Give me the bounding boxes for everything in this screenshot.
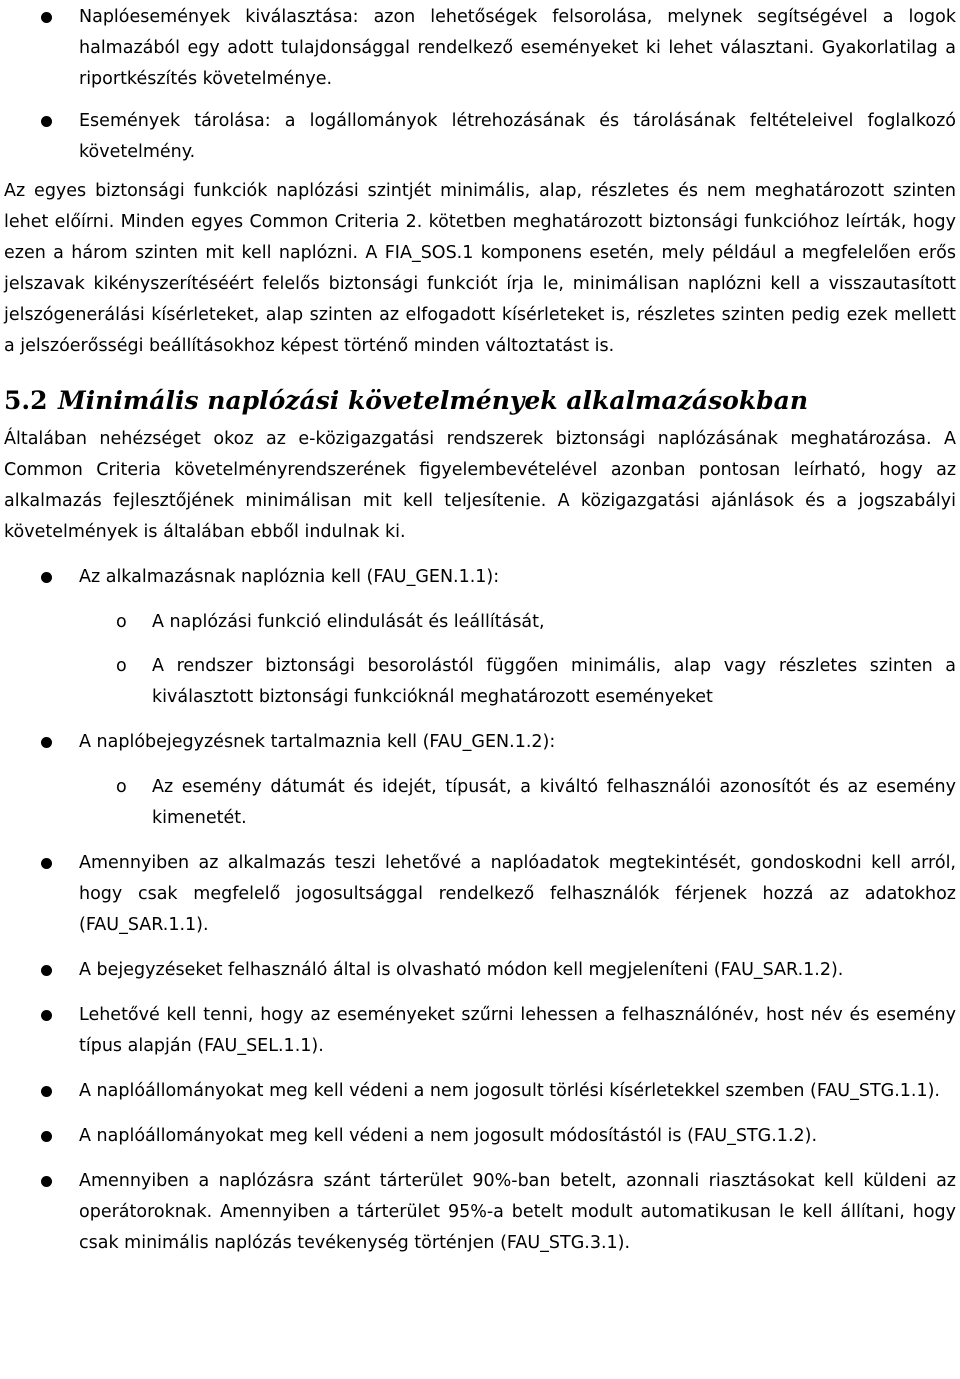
sub-item-text: A naplózási funkció elindulását és leállítását, — [152, 612, 545, 632]
bullet-text: Események tárolása: a logállományok létrehozásának és tárolásának feltételeivel foglalkozó követelmény. — [79, 111, 956, 162]
sub-list — [4, 772, 956, 834]
list-item — [4, 955, 956, 986]
bullet-icon — [41, 1086, 52, 1097]
list-item — [4, 727, 956, 758]
sub-item-text: Az esemény dátumát és idejét, típusát, a kiváltó felhasználói azonosítót és az esemény kimenetét. — [152, 777, 956, 828]
bullet-text: Amennyiben az alkalmazás teszi lehetővé a naplóadatok megtekintését, gondoskodni kell arról, hogy csak megfelelő jogosultsággal rendelkező felhasználók férjenek hozzá az adatokhoz (FAU_SAR.1.1). — [79, 853, 956, 935]
sub-bullet-marker: o — [116, 612, 127, 632]
requirements-list — [4, 848, 956, 1259]
list-item — [4, 562, 956, 593]
bullet-text: Amennyiben a naplózásra szánt tárterület 90%-ban betelt, azonnali riasztásokat kell küldeni az operátoroknak. Amennyiben a tárterület 95%-a betelt modult automatikusan le kell állítani, hogy csak minimális naplózás tevékenység történjen (FAU_STG.3.1). — [79, 1171, 956, 1253]
requirements-list — [4, 727, 956, 758]
body-paragraph: Az egyes biztonsági funkciók naplózási szintjét minimális, alap, részletes és nem meghatározott szinten lehet előírni. Minden egyes Common Criteria 2. kötetben meghatározott biztonsági funkcióhoz leírták, hogy ezen a három szinten mit kell naplózni. A FIA_SOS.1 komponens esetén, mely például a megfelelően erős jelszavak kikényszerítéséért felelős biztonsági funkciót írja le, minimálisan naplózni kell a visszautasított jelszógenerálási kísérleteket, alap szinten az elfogadott kísérleteket is, részletes szinten pedig ezek mellett a jelszóerősségi beállításokhoz képest történő minden változtatást is. — [4, 181, 956, 356]
bullet-text: A bejegyzéseket felhasználó által is olvasható módon kell megjeleníteni (FAU_SAR.1.2). — [79, 960, 844, 980]
list-item — [4, 2, 956, 95]
intro-bullet-list — [4, 2, 956, 168]
list-item — [4, 1121, 956, 1152]
body-paragraph: Általában nehézséget okoz az e-közigazgatási rendszerek biztonsági naplózásának meghatározása. A Common Criteria követelményrendszerének figyelembevételével azonban pontosan leírható, hogy az alkalmazás fejlesztőjének minimálisan mit kell teljesítenie. A közigazgatási ajánlások és a jogszabályi követelmények is általában ebből indulnak ki. — [4, 429, 956, 542]
section-heading — [4, 384, 956, 418]
bullet-text: A naplóállományokat meg kell védeni a nem jogosult módosítástól is (FAU_STG.1.2). — [79, 1126, 818, 1146]
bullet-text: A naplóbejegyzésnek tartalmaznia kell (FAU_GEN.1.2): — [79, 732, 556, 752]
bullet-icon — [41, 116, 52, 127]
bullet-icon — [41, 1176, 52, 1187]
sub-list-item — [4, 607, 956, 638]
bullet-icon — [41, 965, 52, 976]
bullet-icon — [41, 12, 52, 23]
sub-list — [4, 607, 956, 713]
bullet-text: Lehetővé kell tenni, hogy az eseményeket szűrni lehessen a felhasználónév, host név és esemény típus alapján (FAU_SEL.1.1). — [79, 1005, 956, 1056]
bullet-text: A naplóállományokat meg kell védeni a nem jogosult törlési kísérletekkel szemben (FAU_STG.1.1). — [79, 1081, 940, 1101]
bullet-icon — [41, 858, 52, 869]
bullet-icon — [41, 737, 52, 748]
bullet-icon — [41, 572, 52, 583]
section-number: 5.2 — [4, 386, 48, 415]
sub-list-item — [4, 651, 956, 713]
bullet-text: Az alkalmazásnak naplóznia kell (FAU_GEN.1.1): — [79, 567, 500, 587]
list-item — [4, 848, 956, 941]
bullet-icon — [41, 1131, 52, 1142]
list-item — [4, 1166, 956, 1259]
bullet-text: Naplóesemények kiválasztása: azon lehetőségek felsorolása, melynek segítségével a logok halmazából egy adott tulajdonsággal rendelkező eseményeket ki lehet választani. Gyakorlatilag a riportkészítés követelménye. — [79, 7, 956, 89]
list-item — [4, 1076, 956, 1107]
sub-bullet-marker: o — [116, 777, 127, 797]
requirements-list — [4, 562, 956, 593]
sub-bullet-marker: o — [116, 656, 127, 676]
sub-list-item — [4, 772, 956, 834]
section-title: Minimális naplózási követelmények alkalmazásokban — [58, 386, 809, 415]
sub-item-text: A rendszer biztonsági besorolástól függően minimális, alap vagy részletes szinten a kiválasztott biztonsági funkcióknál meghatározott eseményeket — [152, 656, 956, 707]
list-item — [4, 106, 956, 168]
list-item — [4, 1000, 956, 1062]
bullet-icon — [41, 1010, 52, 1021]
